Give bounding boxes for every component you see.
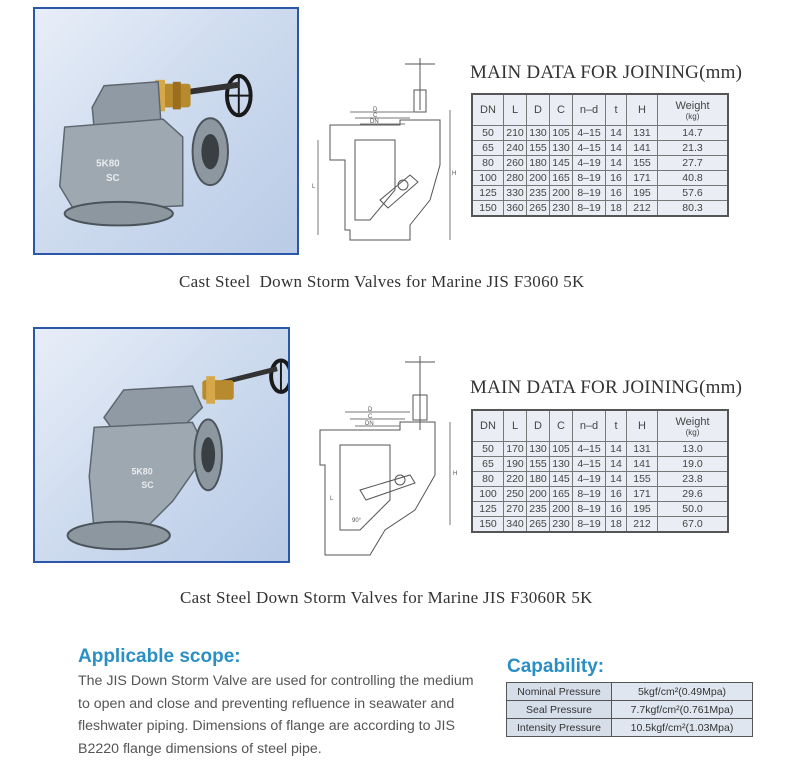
table-row: [472, 502, 728, 517]
table-cell: 14: [606, 126, 627, 141]
valve-illustration: [35, 329, 288, 561]
applicable-scope-heading: Applicable scope:: [78, 646, 241, 667]
table-cell: 4–15: [573, 442, 606, 457]
table-cell: 14: [606, 442, 627, 457]
table-cell: 212: [627, 517, 658, 533]
capability-row: [507, 683, 753, 701]
capability-heading: Capability:: [507, 656, 605, 677]
table-cell: 8–19: [573, 517, 606, 533]
table-cell: 80: [472, 156, 504, 171]
capability-row: [507, 701, 753, 719]
table-row: [472, 141, 728, 156]
table-cell: 180: [527, 156, 550, 171]
col-header-d: D: [527, 94, 550, 126]
weight-unit: (kg): [685, 111, 700, 121]
table-cell: 280: [504, 171, 527, 186]
table-cell: 4–15: [573, 457, 606, 472]
main-data-table-1: [471, 93, 729, 217]
valve-photo-1: [33, 7, 299, 255]
table-cell: 4–19: [573, 156, 606, 171]
table-cell: 8–19: [573, 201, 606, 217]
table-cell: 195: [627, 186, 658, 201]
table-cell: 141: [627, 457, 658, 472]
table-cell: 16: [606, 487, 627, 502]
table-row: [472, 126, 728, 141]
table-cell: 165: [550, 487, 573, 502]
table-cell: 171: [627, 171, 658, 186]
table-cell: 80.3: [658, 201, 729, 217]
table-cell: 235: [527, 502, 550, 517]
valve-photo-2: [33, 327, 290, 563]
table-cell: 8–19: [573, 502, 606, 517]
table-cell: 21.3: [658, 141, 729, 156]
table-cell: 18: [606, 517, 627, 533]
table-cell: 250: [504, 487, 527, 502]
table-cell: 29.6: [658, 487, 729, 502]
capability-label: Nominal Pressure: [507, 683, 612, 701]
table-cell: 80: [472, 472, 504, 487]
table-cell: 16: [606, 186, 627, 201]
col-header-l: L: [504, 410, 527, 442]
table-cell: 145: [550, 156, 573, 171]
table-cell: 200: [550, 186, 573, 201]
capability-label: Intensity Pressure: [507, 719, 612, 737]
dim-label-h: H: [452, 171, 457, 177]
table-cell: 265: [527, 517, 550, 533]
table-cell: 14: [606, 141, 627, 156]
table-cell: 16: [606, 171, 627, 186]
table-row: [472, 472, 728, 487]
table-cell: 195: [627, 502, 658, 517]
table-cell: 4–19: [573, 472, 606, 487]
table-cell: 130: [527, 126, 550, 141]
table-cell: 100: [472, 487, 504, 502]
technical-drawing-2: [300, 350, 470, 565]
table-cell: 4–15: [573, 141, 606, 156]
table-row: [472, 186, 728, 201]
table-row: [472, 171, 728, 186]
table-body: [472, 442, 728, 533]
table-row: [472, 156, 728, 171]
table-cell: 19.0: [658, 457, 729, 472]
dim-label-d: D: [373, 107, 378, 113]
capability-value: 5kgf/cm²(0.49Mpa): [612, 683, 753, 701]
table-cell: 18: [606, 201, 627, 217]
table-cell: 171: [627, 487, 658, 502]
table-cell: 131: [627, 442, 658, 457]
capability-row: [507, 719, 753, 737]
table-cell: 14: [606, 472, 627, 487]
col-header-dn: DN: [472, 410, 504, 442]
capability-value: 7.7kgf/cm²(0.761Mpa): [612, 701, 753, 719]
valve-marking-line1: 5K80: [131, 466, 153, 477]
table-cell: 14: [606, 156, 627, 171]
table-cell: 27.7: [658, 156, 729, 171]
table-cell: 8–19: [573, 171, 606, 186]
table-cell: 100: [472, 171, 504, 186]
table-row: [472, 487, 728, 502]
table-body: [472, 126, 728, 217]
table-cell: 105: [550, 442, 573, 457]
table-row: [472, 457, 728, 472]
dim-label-c: C: [368, 414, 373, 420]
table-cell: 67.0: [658, 517, 729, 533]
table-cell: 4–15: [573, 126, 606, 141]
table-cell: 155: [627, 156, 658, 171]
table-cell: 130: [527, 442, 550, 457]
valve-marking-line2: SC: [105, 173, 120, 185]
col-header-nd: n–d: [573, 94, 606, 126]
table-cell: 235: [527, 186, 550, 201]
table-cell: 360: [504, 201, 527, 217]
col-header-h: H: [627, 94, 658, 126]
valve-marking-line2: SC: [141, 480, 154, 491]
table-cell: 50: [472, 442, 504, 457]
col-header-t: t: [606, 410, 627, 442]
col-header-nd: n–d: [573, 410, 606, 442]
table-cell: 65: [472, 457, 504, 472]
capability-label: Seal Pressure: [507, 701, 612, 719]
table-cell: 155: [527, 141, 550, 156]
table-cell: 14: [606, 457, 627, 472]
valve-marking-line1: 5K80: [96, 158, 120, 170]
table-cell: 65: [472, 141, 504, 156]
technical-drawing-1: [310, 50, 470, 245]
table-header-row: [472, 94, 728, 126]
table-cell: 210: [504, 126, 527, 141]
table-cell: 212: [627, 201, 658, 217]
main-data-title-2: MAIN DATA FOR JOINING(mm): [470, 377, 743, 398]
table-cell: 16: [606, 502, 627, 517]
col-header-c: C: [550, 410, 573, 442]
col-header-d: D: [527, 410, 550, 442]
dim-label-angle: 90°: [352, 518, 362, 524]
col-header-weight: [658, 94, 729, 126]
table-cell: 130: [550, 141, 573, 156]
table-cell: 13.0: [658, 442, 729, 457]
weight-unit: (kg): [685, 427, 700, 437]
table-cell: 260: [504, 156, 527, 171]
table-cell: 155: [627, 472, 658, 487]
dim-label-d: D: [368, 407, 373, 413]
table-cell: 40.8: [658, 171, 729, 186]
dim-label-h: H: [453, 471, 458, 477]
table-cell: 265: [527, 201, 550, 217]
col-header-c: C: [550, 94, 573, 126]
weight-label: Weight: [675, 415, 710, 428]
table-cell: 220: [504, 472, 527, 487]
table-cell: 170: [504, 442, 527, 457]
weight-label: Weight: [675, 99, 710, 112]
table-cell: 165: [550, 171, 573, 186]
table-cell: 330: [504, 186, 527, 201]
table-cell: 200: [527, 171, 550, 186]
valve-illustration: [35, 9, 297, 253]
table-cell: 125: [472, 186, 504, 201]
dim-label-l: L: [330, 496, 334, 502]
table-cell: 141: [627, 141, 658, 156]
table-row: [472, 517, 728, 533]
table-cell: 150: [472, 517, 504, 533]
table-cell: 230: [550, 201, 573, 217]
product-caption-1: Cast Steel Down Storm Valves for Marine JIS F3060 5K: [179, 272, 585, 291]
table-cell: 105: [550, 126, 573, 141]
product-caption-2: Cast Steel Down Storm Valves for Marine JIS F3060R 5K: [180, 588, 593, 607]
table-cell: 150: [472, 201, 504, 217]
table-cell: 200: [550, 502, 573, 517]
table-cell: 131: [627, 126, 658, 141]
table-cell: 14.7: [658, 126, 729, 141]
dim-label-c: C: [373, 113, 378, 119]
table-cell: 200: [527, 487, 550, 502]
table-cell: 125: [472, 502, 504, 517]
table-cell: 190: [504, 457, 527, 472]
col-header-dn: DN: [472, 94, 504, 126]
table-cell: 180: [527, 472, 550, 487]
table-cell: 57.6: [658, 186, 729, 201]
dim-label-dn: DN: [370, 119, 379, 125]
table-cell: 230: [550, 517, 573, 533]
table-cell: 145: [550, 472, 573, 487]
col-header-l: L: [504, 94, 527, 126]
capability-value: 10.5kgf/cm²(1.03Mpa): [612, 719, 753, 737]
dim-label-dn: DN: [365, 421, 374, 427]
table-row: [472, 201, 728, 217]
main-data-table-2: [471, 409, 729, 533]
table-cell: 50: [472, 126, 504, 141]
table-cell: 340: [504, 517, 527, 533]
table-cell: 8–19: [573, 186, 606, 201]
table-cell: 155: [527, 457, 550, 472]
applicable-scope-text: The JIS Down Storm Valve are used for controlling the medium to open and close and preventing refluence in seawater and fleshwater piping. Dimensions of flange are according to JIS B2220 flange dimensions of steel pipe.: [78, 673, 474, 757]
main-data-title-1: MAIN DATA FOR JOINING(mm): [470, 62, 743, 83]
table-row: [472, 442, 728, 457]
table-cell: 23.8: [658, 472, 729, 487]
col-header-h: H: [627, 410, 658, 442]
col-header-t: t: [606, 94, 627, 126]
table-cell: 130: [550, 457, 573, 472]
dim-label-l: L: [312, 184, 316, 190]
table-cell: 8–19: [573, 487, 606, 502]
table-cell: 50.0: [658, 502, 729, 517]
table-cell: 270: [504, 502, 527, 517]
table-cell: 240: [504, 141, 527, 156]
table-header-row: [472, 410, 728, 442]
capability-table: [506, 682, 753, 737]
col-header-weight: [658, 410, 729, 442]
